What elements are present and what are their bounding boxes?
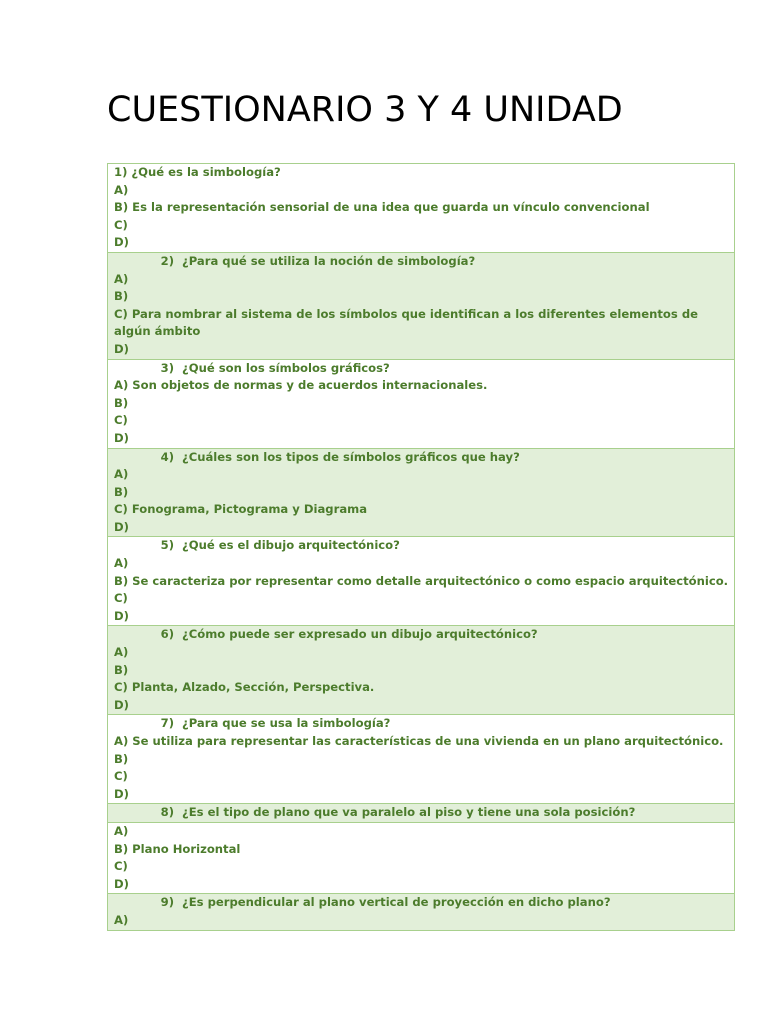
question-number-6: 6)	[160, 627, 174, 642]
answer-line: A)	[114, 271, 129, 286]
answer-line: D)	[114, 876, 129, 891]
answer-line: C)	[114, 859, 128, 874]
answer-line: C)	[114, 769, 128, 784]
answer-line: C)	[114, 217, 128, 232]
answer-line: D)	[114, 786, 129, 801]
answer-line: C) Planta, Alzado, Sección, Perspectiva.	[114, 680, 375, 695]
answer-line: A)	[114, 912, 129, 927]
answer-line: C)	[114, 413, 128, 428]
answer-line: A)	[114, 182, 129, 197]
answer-line: B) Es la representación sensorial de una idea que guarda un vínculo convencional	[114, 200, 650, 215]
question-number-5: 5)	[160, 538, 174, 553]
question-text-3: ¿Qué son los símbolos gráficos?	[182, 360, 390, 375]
answer-line: A)	[114, 467, 129, 482]
question-number-9: 9)	[160, 895, 174, 910]
question-text-8: ¿Es el tipo de plano que va paralelo al piso y tiene una sola posición?	[182, 805, 636, 820]
answer-line: B)	[114, 484, 129, 499]
answer-line: A)	[114, 823, 129, 838]
answer-line: C) Para nombrar al sistema de los símbolos que identifican a los diferentes elementos de algún ámbito	[114, 306, 698, 339]
answer-line: B)	[114, 751, 129, 766]
answer-line: A) Son objetos de normas y de acuerdos internacionales.	[114, 378, 488, 393]
question-text-9: ¿Es perpendicular al plano vertical de proyección en dicho plano?	[182, 895, 611, 910]
answer-line: D)	[114, 608, 129, 623]
answer-line: C) Fonograma, Pictograma y Diagrama	[114, 502, 368, 517]
question-text-7: ¿Para que se usa la simbología?	[182, 716, 391, 731]
answer-line: B)	[114, 662, 129, 677]
question-row-8	[108, 804, 735, 823]
answer-line: B) Plano Horizontal	[114, 841, 241, 856]
answer-line: A)	[114, 556, 129, 571]
answer-line: B)	[114, 395, 129, 410]
question-row-6	[108, 626, 735, 715]
answer-line: A)	[114, 645, 129, 660]
question-row-7	[108, 715, 735, 804]
question-row-1	[108, 164, 735, 253]
question-number-7: 7)	[160, 716, 174, 731]
question-text-2: ¿Para qué se utiliza la noción de simbología?	[182, 253, 476, 268]
answer-line: D)	[114, 697, 129, 712]
question-text-1: ¿Qué es la simbología?	[131, 165, 281, 179]
answer-line: D)	[114, 430, 129, 445]
question-row-3	[108, 359, 735, 448]
question-text-5: ¿Qué es el dibujo arquitectónico?	[182, 538, 400, 553]
answer-line: B) Se caracteriza por representar como detalle arquitectónico o como espacio arquitectónico.	[114, 573, 729, 588]
question-number-8: 8)	[160, 805, 174, 820]
answer-line: C)	[114, 591, 128, 606]
answer-line: B)	[114, 289, 129, 304]
questionnaire-table	[107, 163, 735, 931]
question-number-3: 3)	[160, 360, 174, 375]
answer-line: D)	[114, 341, 129, 356]
question-row-5	[108, 537, 735, 626]
question-row-9	[108, 894, 735, 930]
question-number-1: 1)	[114, 165, 128, 179]
question-number-4: 4)	[160, 449, 174, 464]
question-number-2: 2)	[160, 253, 174, 268]
question-text-4: ¿Cuáles son los tipos de símbolos gráficos que hay?	[182, 449, 520, 464]
answer-line: D)	[114, 519, 129, 534]
question-row-4	[108, 448, 735, 537]
question-text-6: ¿Cómo puede ser expresado un dibujo arquitectónico?	[182, 627, 538, 642]
answer-line: D)	[114, 235, 129, 250]
answer-line: A) Se utiliza para representar las características de una vivienda en un plano arquitectónico.	[114, 734, 724, 748]
answer-row-8	[108, 822, 735, 893]
document-title: CUESTIONARIO 3 Y 4 UNIDAD	[107, 90, 623, 130]
question-row-2	[108, 252, 735, 359]
